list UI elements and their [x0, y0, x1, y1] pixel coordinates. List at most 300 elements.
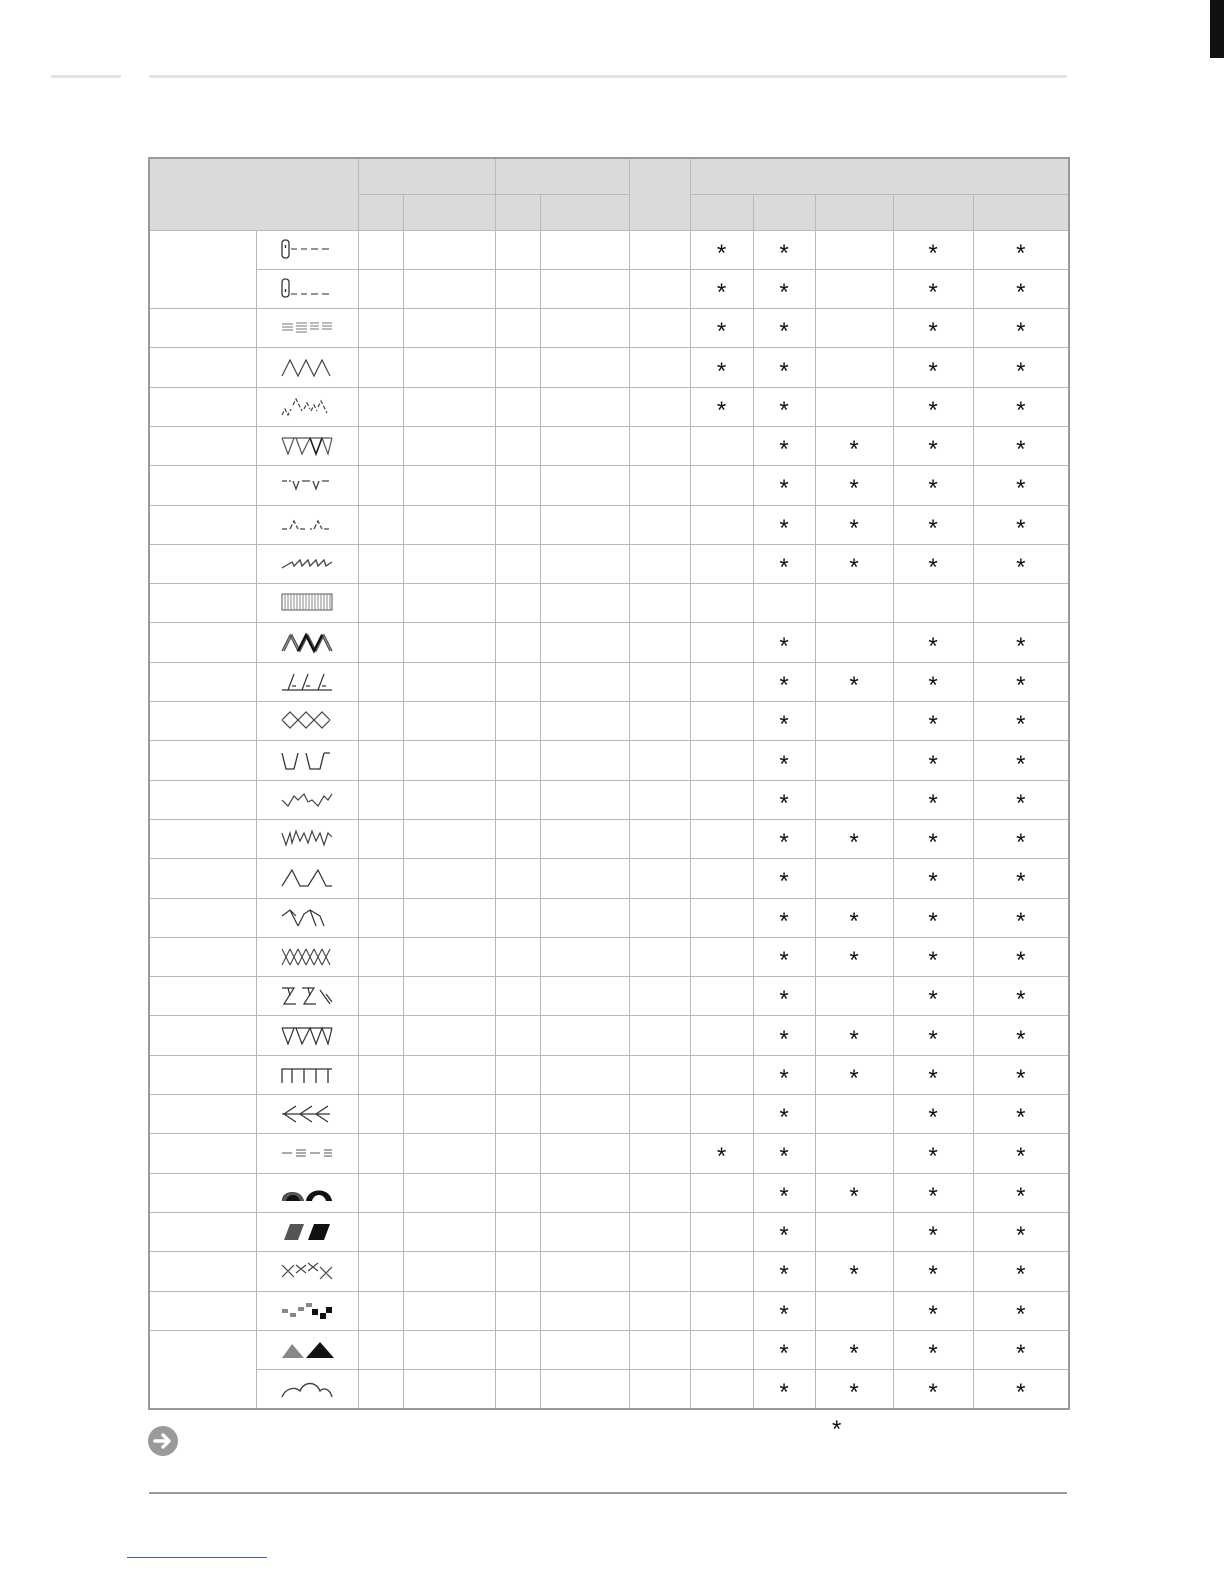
stitch-pattern-cell [256, 1134, 358, 1173]
value-cell [403, 1252, 495, 1291]
asterisk-mark: * [779, 671, 789, 699]
table-row [149, 505, 1069, 544]
mark-cell [753, 348, 815, 387]
value-cell [629, 898, 690, 937]
value-cell [629, 426, 690, 465]
value-cell [629, 466, 690, 505]
asterisk-mark: * [928, 789, 938, 817]
stitch-name-cell [149, 859, 256, 898]
mark-cell [893, 230, 973, 269]
value-cell [495, 1173, 540, 1212]
stitch-name-cell [149, 702, 256, 741]
table-row [149, 662, 1069, 701]
value-cell [403, 230, 495, 269]
header-group-a [358, 158, 495, 194]
mark-cell [690, 426, 753, 465]
asterisk-mark: * [1016, 750, 1026, 778]
value-cell [629, 662, 690, 701]
mark-cell [753, 859, 815, 898]
header-stitch [149, 158, 358, 230]
arrow-stitch-icon [279, 906, 335, 930]
value-cell [403, 1291, 495, 1330]
mark-cell [815, 505, 893, 544]
asterisk-mark: * [849, 514, 859, 542]
value-cell [403, 544, 495, 583]
mark-cell [893, 466, 973, 505]
value-cell [403, 1370, 495, 1409]
checker-icon [279, 1299, 335, 1323]
mark-cell [973, 269, 1069, 308]
value-cell [403, 977, 495, 1016]
asterisk-mark: * [716, 396, 727, 424]
header-single [629, 158, 690, 230]
mark-cell [815, 1055, 893, 1094]
value-cell [540, 741, 629, 780]
value-cell [495, 1016, 540, 1055]
mark-cell [973, 780, 1069, 819]
table-row [149, 898, 1069, 937]
table-row [149, 859, 1069, 898]
value-cell [495, 387, 540, 426]
asterisk-mark: * [779, 1064, 789, 1092]
mark-cell [690, 623, 753, 662]
value-cell [629, 702, 690, 741]
mark-cell [690, 584, 753, 623]
value-cell [495, 466, 540, 505]
value-cell [540, 859, 629, 898]
stitch-pattern-cell [256, 859, 358, 898]
mark-cell [815, 977, 893, 1016]
table-row [149, 1095, 1069, 1134]
mark-cell [815, 741, 893, 780]
value-cell [495, 1212, 540, 1251]
mark-cell [815, 1212, 893, 1251]
asterisk-mark: * [928, 829, 938, 857]
mark-cell [815, 1016, 893, 1055]
asterisk-mark: * [716, 239, 727, 267]
value-cell [358, 1370, 403, 1409]
value-cell [540, 1252, 629, 1291]
stitch-pattern-cell [256, 1016, 358, 1055]
mark-cell [893, 702, 973, 741]
mark-cell [690, 1370, 753, 1409]
slant-stitch-icon [279, 670, 335, 694]
mark-cell [973, 1212, 1069, 1251]
stitch-name-cell [149, 977, 256, 1016]
value-cell [629, 1134, 690, 1173]
value-cell [403, 1173, 495, 1212]
stitch-name-cell [149, 426, 256, 465]
value-cell [403, 1330, 495, 1369]
stitch-pattern-cell [256, 662, 358, 701]
asterisk-mark: * [928, 1339, 938, 1367]
value-cell [540, 309, 629, 348]
zigzag-icon [279, 356, 335, 380]
mark-cell [753, 937, 815, 976]
stitch-pattern-cell [256, 1173, 358, 1212]
header-c4 [893, 194, 973, 230]
mark-cell [893, 1252, 973, 1291]
mark-cell [815, 1173, 893, 1212]
value-cell [629, 780, 690, 819]
value-cell [540, 1330, 629, 1369]
overlock-icon [279, 552, 335, 576]
diamond-stitch-icon [279, 709, 335, 733]
mark-cell [973, 230, 1069, 269]
stitch-name-cell [149, 1016, 256, 1055]
asterisk-mark: * [928, 632, 938, 660]
value-cell [403, 1016, 495, 1055]
mark-cell [690, 702, 753, 741]
shell-wave-icon [279, 788, 335, 812]
asterisk-mark: * [779, 750, 789, 778]
triangle-stitch-icon [279, 434, 335, 458]
mark-cell [753, 230, 815, 269]
stitch-name-cell [149, 741, 256, 780]
value-cell [358, 584, 403, 623]
value-cell [495, 1134, 540, 1173]
mark-cell [690, 662, 753, 701]
mark-cell [753, 1291, 815, 1330]
asterisk-mark: * [779, 1104, 789, 1132]
asterisk-mark: * [779, 278, 789, 306]
table-row [149, 1330, 1069, 1369]
asterisk-mark: * [779, 1261, 789, 1289]
asterisk-mark: * [779, 829, 789, 857]
mark-cell [690, 1212, 753, 1251]
buttonhole-square-icon [279, 238, 335, 262]
asterisk-mark: * [928, 396, 938, 424]
mark-cell [690, 309, 753, 348]
table-row [149, 937, 1069, 976]
value-cell [403, 859, 495, 898]
value-cell [358, 1134, 403, 1173]
asterisk-mark: * [1016, 436, 1026, 464]
value-cell [629, 309, 690, 348]
value-cell [358, 505, 403, 544]
value-cell [629, 741, 690, 780]
stitch-pattern-cell [256, 1095, 358, 1134]
mark-cell [973, 1330, 1069, 1369]
value-cell [540, 348, 629, 387]
asterisk-mark: * [1016, 986, 1026, 1014]
mark-cell [690, 780, 753, 819]
asterisk-mark: * [928, 671, 938, 699]
value-cell [495, 1095, 540, 1134]
mark-cell [753, 387, 815, 426]
mark-cell [973, 1370, 1069, 1409]
value-cell [403, 819, 495, 858]
asterisk-mark: * [849, 1182, 859, 1210]
value-cell [495, 1252, 540, 1291]
asterisk-mark: * [849, 1379, 859, 1406]
value-cell [358, 898, 403, 937]
mark-cell [973, 387, 1069, 426]
value-cell [403, 1055, 495, 1094]
table-row [149, 1252, 1069, 1291]
mark-cell [815, 1252, 893, 1291]
stitch-name-cell [149, 544, 256, 583]
triple-straight-icon [279, 316, 335, 340]
stitch-name-cell [149, 819, 256, 858]
mark-cell [815, 348, 893, 387]
value-cell [540, 466, 629, 505]
value-cell [358, 466, 403, 505]
mark-cell [893, 544, 973, 583]
table-row [149, 977, 1069, 1016]
asterisk-mark: * [716, 318, 727, 346]
value-cell [495, 348, 540, 387]
asterisk-mark: * [716, 1143, 727, 1171]
bottom-link-underline [127, 1557, 267, 1558]
mark-cell [973, 1016, 1069, 1055]
asterisk-mark: * [1016, 278, 1026, 306]
mark-cell [973, 937, 1069, 976]
asterisk-mark: * [928, 986, 938, 1014]
table-row [149, 741, 1069, 780]
value-cell [540, 662, 629, 701]
mark-cell [815, 898, 893, 937]
cross-stitch-icon [279, 945, 335, 969]
value-cell [358, 1173, 403, 1212]
comb-stitch-icon [279, 1063, 335, 1087]
value-cell [358, 819, 403, 858]
mark-cell [893, 1173, 973, 1212]
mark-cell [973, 1095, 1069, 1134]
mark-cell [973, 544, 1069, 583]
asterisk-mark: * [1016, 514, 1026, 542]
stitch-pattern-cell [256, 309, 358, 348]
mark-cell [753, 269, 815, 308]
mark-cell [815, 1330, 893, 1369]
table-row [149, 269, 1069, 308]
asterisk-mark: * [928, 357, 938, 385]
table-row [149, 623, 1069, 662]
asterisk-mark: * [1016, 1064, 1026, 1092]
value-cell [495, 1291, 540, 1330]
asterisk-mark: * [928, 1379, 938, 1406]
value-cell [540, 1173, 629, 1212]
value-cell [495, 819, 540, 858]
asterisk-mark: * [779, 1339, 789, 1367]
value-cell [540, 1016, 629, 1055]
value-cell [358, 741, 403, 780]
header-c5 [973, 194, 1069, 230]
mark-cell [893, 309, 973, 348]
mark-cell [753, 1330, 815, 1369]
mark-cell [815, 544, 893, 583]
mark-cell [690, 348, 753, 387]
value-cell [358, 937, 403, 976]
arrow-right-circle-icon [148, 1426, 178, 1456]
value-cell [495, 937, 540, 976]
value-cell [629, 269, 690, 308]
mark-cell [815, 426, 893, 465]
asterisk-mark: * [928, 1300, 938, 1328]
asterisk-mark: * [849, 554, 859, 582]
value-cell [629, 819, 690, 858]
mark-cell [815, 230, 893, 269]
dash-triple-icon [279, 1141, 335, 1165]
mountain-icon [279, 1338, 335, 1362]
value-cell [540, 937, 629, 976]
stitch-pattern-cell [256, 937, 358, 976]
mark-cell [893, 937, 973, 976]
asterisk-mark: * [928, 1182, 938, 1210]
table-row [149, 819, 1069, 858]
stitch-name-cell [149, 1252, 256, 1291]
header-b2 [540, 194, 629, 230]
mark-cell [973, 898, 1069, 937]
mark-cell [690, 387, 753, 426]
mark-cell [893, 269, 973, 308]
mark-cell [690, 1055, 753, 1094]
asterisk-mark: * [779, 514, 789, 542]
asterisk-mark: * [928, 711, 938, 739]
mark-cell [690, 1173, 753, 1212]
value-cell [403, 1212, 495, 1251]
value-cell [358, 1095, 403, 1134]
asterisk-mark: * [1016, 475, 1026, 503]
value-cell [495, 584, 540, 623]
lingerie-hem-icon [279, 513, 335, 537]
triple-zigzag-icon [279, 631, 335, 655]
asterisk-mark: * [1016, 789, 1026, 817]
stitch-pattern-cell [256, 623, 358, 662]
stitch-pattern-cell [256, 466, 358, 505]
mark-cell [973, 741, 1069, 780]
mark-cell [893, 1016, 973, 1055]
asterisk-mark: * [1016, 554, 1026, 582]
asterisk-mark: * [928, 907, 938, 935]
value-cell [540, 702, 629, 741]
mark-cell [893, 387, 973, 426]
mark-cell [753, 1055, 815, 1094]
stitch-name-cell [149, 309, 256, 348]
mark-cell [753, 1212, 815, 1251]
asterisk-mark: * [1016, 907, 1026, 935]
mark-cell [753, 1252, 815, 1291]
header-b1 [495, 194, 540, 230]
table-row [149, 426, 1069, 465]
asterisk-mark: * [928, 868, 938, 896]
stitch-name-cell [149, 937, 256, 976]
satin-bar-icon [279, 591, 335, 615]
mark-cell [973, 623, 1069, 662]
mark-cell [893, 1095, 973, 1134]
value-cell [495, 1370, 540, 1409]
value-cell [540, 623, 629, 662]
stitch-pattern-cell [256, 1212, 358, 1251]
header-c1 [690, 194, 753, 230]
asterisk-mark: * [1016, 1143, 1026, 1171]
arch-stitch-icon [279, 866, 335, 890]
mark-cell [753, 702, 815, 741]
mark-cell [815, 1291, 893, 1330]
mark-cell [690, 1095, 753, 1134]
value-cell [358, 859, 403, 898]
stitch-pattern-cell [256, 977, 358, 1016]
value-cell [495, 898, 540, 937]
asterisk-mark: * [779, 239, 789, 267]
value-cell [403, 1095, 495, 1134]
value-cell [403, 662, 495, 701]
value-cell [403, 309, 495, 348]
value-cell [403, 466, 495, 505]
mark-cell [815, 466, 893, 505]
stitch-pattern-cell [256, 544, 358, 583]
mark-cell [753, 1134, 815, 1173]
mark-cell [753, 584, 815, 623]
value-cell [358, 662, 403, 701]
value-cell [358, 1212, 403, 1251]
mark-cell [690, 859, 753, 898]
mark-cell [893, 859, 973, 898]
stitch-pattern-cell [256, 1252, 358, 1291]
table-row [149, 230, 1069, 269]
asterisk-mark: * [928, 278, 938, 306]
mark-cell [973, 348, 1069, 387]
asterisk-mark: * [928, 1104, 938, 1132]
value-cell [629, 1330, 690, 1369]
mark-cell [690, 1252, 753, 1291]
stitch-pattern-cell [256, 898, 358, 937]
mark-cell [893, 741, 973, 780]
value-cell [540, 1370, 629, 1409]
value-cell [358, 1252, 403, 1291]
value-cell [540, 426, 629, 465]
stitch-pattern-cell [256, 780, 358, 819]
header-group-c [690, 158, 1069, 194]
mark-cell [815, 1134, 893, 1173]
asterisk-mark: * [928, 1025, 938, 1053]
table-row [149, 387, 1069, 426]
value-cell [495, 505, 540, 544]
open-x-icon [279, 1259, 335, 1283]
mark-cell [973, 1173, 1069, 1212]
table-body [149, 230, 1069, 1409]
value-cell [540, 1095, 629, 1134]
mark-cell [893, 1212, 973, 1251]
value-cell [540, 898, 629, 937]
asterisk-mark: * [779, 1222, 789, 1250]
asterisk-mark: * [779, 986, 789, 1014]
table-row [149, 1291, 1069, 1330]
bow-stitch-icon [279, 984, 335, 1008]
asterisk-mark: * [779, 868, 789, 896]
header-a1 [358, 194, 403, 230]
stitch-pattern-cell [256, 741, 358, 780]
asterisk-mark: * [1016, 1261, 1026, 1289]
asterisk-mark: * [1016, 671, 1026, 699]
stitch-pattern-cell [256, 387, 358, 426]
mark-cell [753, 1370, 815, 1409]
mark-cell [973, 1134, 1069, 1173]
value-cell [495, 230, 540, 269]
stitch-name-cell [149, 1212, 256, 1251]
asterisk-mark: * [849, 1064, 859, 1092]
stitch-grid [148, 157, 1070, 1410]
asterisk-mark: * [928, 239, 938, 267]
mark-cell [815, 269, 893, 308]
asterisk-mark: * [1016, 239, 1026, 267]
mark-cell [973, 466, 1069, 505]
value-cell [358, 426, 403, 465]
mark-cell [973, 1252, 1069, 1291]
mark-cell [690, 544, 753, 583]
asterisk-mark: * [1016, 711, 1026, 739]
asterisk-mark: * [1016, 1379, 1026, 1406]
